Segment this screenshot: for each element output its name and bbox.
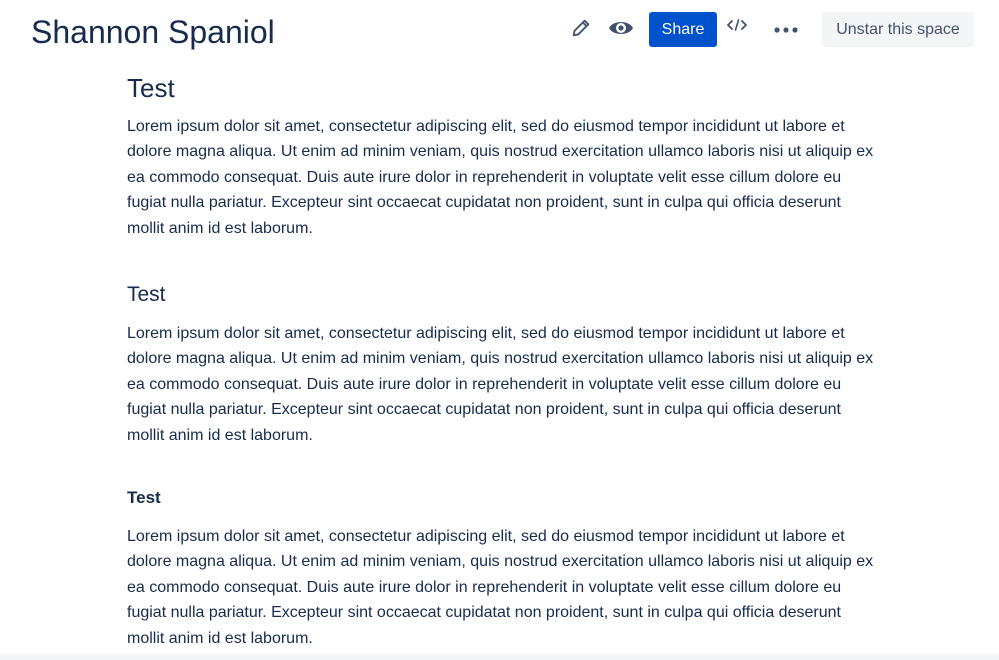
page-title: Shannon Spaniol <box>31 14 275 50</box>
page-header <box>0 0 999 64</box>
section-heading: Test <box>127 488 161 508</box>
eye-icon <box>608 18 634 41</box>
section-paragraph: Lorem ipsum dolor sit amet, consectetur adipiscing elit, sed do eiusmod tempor incididunt ut labore et dolore magna aliqua. Ut enim ad minim veniam, quis nostrud exercitation ullamco laboris nisi ut aliquip ex ea commodo consequat. Duis aute irure dolor in reprehenderit in voluptate velit esse cillum dolore eu fugiat nulla pariatur. Excepteur sint occaecat cupidatat non proident, sunt in culpa qui officia deserunt mollit anim id est laborum. <box>127 118 874 237</box>
code-icon <box>727 19 747 34</box>
page-content <box>127 66 877 651</box>
page-toolbar <box>0 12 999 48</box>
pencil-icon <box>570 17 592 42</box>
scroll-shadow <box>0 654 999 660</box>
unstar-space-button[interactable]: Unstar this space <box>822 12 974 47</box>
section-paragraph: Lorem ipsum dolor sit amet, consectetur adipiscing elit, sed do eiusmod tempor incididunt ut labore et dolore magna aliqua. Ut enim ad minim veniam, quis nostrud exercitation ullamco laboris nisi ut aliquip ex ea commodo consequat. Duis aute irure dolor in reprehenderit in voluptate velit esse cillum dolore eu fugiat nulla pariatur. Excepteur sint occaecat cupidatat non proident, sunt in culpa qui officia deserunt mollit anim id est laborum. <box>127 528 874 647</box>
more-dots-icon <box>774 22 798 37</box>
watch-button[interactable] <box>604 12 638 47</box>
view-source-button[interactable] <box>723 12 751 40</box>
share-button[interactable]: Share <box>649 12 717 47</box>
edit-button[interactable] <box>565 12 597 47</box>
section-heading: Test <box>127 73 175 103</box>
more-actions-button[interactable] <box>770 12 802 47</box>
section-heading: Test <box>127 283 166 307</box>
section-paragraph: Lorem ipsum dolor sit amet, consectetur adipiscing elit, sed do eiusmod tempor incididunt ut labore et dolore magna aliqua. Ut enim ad minim veniam, quis nostrud exercitation ullamco laboris nisi ut aliquip ex ea commodo consequat. Duis aute irure dolor in reprehenderit in voluptate velit esse cillum dolore eu fugiat nulla pariatur. Excepteur sint occaecat cupidatat non proident, sunt in culpa qui officia deserunt mollit anim id est laborum. <box>127 325 874 444</box>
